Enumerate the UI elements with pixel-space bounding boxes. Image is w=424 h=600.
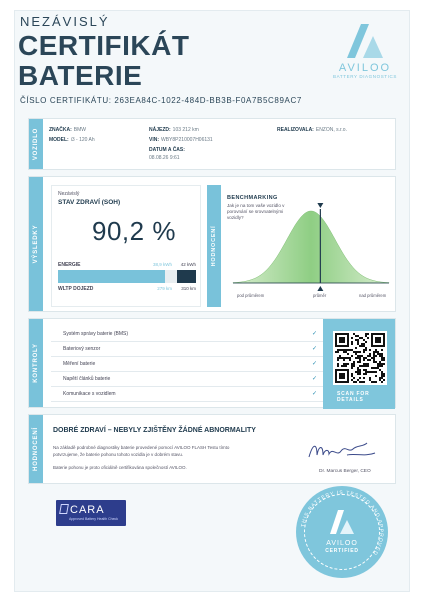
certificate-number-value: 263EA84C-1022-484D-BB3B-F0A7B5C89AC7 <box>114 96 302 105</box>
logo-subtitle: BATTERY DIAGNOSTICS <box>333 74 397 79</box>
rating-title: DOBRÉ ZDRAVÍ – NEBYLY ZJIŠTĚNY ŽÁDNÉ ABNORMALITY <box>53 427 256 434</box>
page-title-line2: BATERIE <box>18 60 143 91</box>
cara-badge: CARA Approved Battery Health Check <box>56 500 126 526</box>
vehicle-date: DATUM A ČAS: <box>149 147 185 153</box>
soh-title: STAV ZDRAVÍ (SOH) <box>58 199 121 206</box>
controls-list <box>51 327 323 402</box>
vehicle-date-value: 08.08.26 9:61 <box>149 155 180 161</box>
rating-section <box>28 414 396 484</box>
energy-bar-rest <box>177 270 196 283</box>
range-max: 310 km <box>181 286 196 291</box>
benchmark-tab: HODNOCENÍ <box>207 185 221 307</box>
soh-card <box>51 185 201 307</box>
benchmark-top-marker-icon <box>317 203 323 208</box>
range-value: 279 km <box>157 286 172 291</box>
svg-text:THIS BATTERY IS TESTED AND APP: THIS BATTERY IS TESTED AND APPROVED <box>300 489 385 557</box>
aviloo-logo <box>322 18 408 94</box>
vehicle-section <box>28 118 396 170</box>
qr-label: SCAN FOR DETAILS <box>337 391 370 403</box>
signer-name: Dr. Marcus Berger, CEO <box>319 469 371 474</box>
benchmark-question: Jak je na tom vaše vozidlo v porovnání se srovnatelnými vozidly? <box>227 203 285 220</box>
page-title-line1: CERTIFIKÁT <box>18 30 190 61</box>
qr-code-icon[interactable] <box>333 331 387 385</box>
aviloo-logo-icon <box>343 18 387 60</box>
list-item: Komunikace s vozidlem ✓ <box>51 387 323 402</box>
certificate-number-label: ČÍSLO CERTIFIKÁTU: <box>20 96 112 105</box>
rating-tab: HODNOCENÍ <box>29 415 43 483</box>
vehicle-performer: REALIZOVALA: ENZON, s.r.o. <box>277 127 347 133</box>
check-icon: ✓ <box>311 376 317 382</box>
check-icon: ✓ <box>311 361 317 367</box>
check-icon: ✓ <box>311 346 317 352</box>
list-item: Systém správy baterie (BMS) ✓ <box>51 327 323 342</box>
benchmark-curve <box>223 185 393 307</box>
logo-name: AVILOO <box>338 62 392 74</box>
result-section <box>28 176 396 312</box>
energy-bar <box>58 270 196 283</box>
seal-ring-text <box>296 486 388 578</box>
benchmark-average-label: průměr <box>313 293 327 298</box>
soh-card-label: Nezávislý <box>58 191 80 197</box>
benchmark-average-marker-icon <box>317 286 323 291</box>
vehicle-mileage: NÁJEZD: 103 212 km <box>149 127 199 133</box>
benchmark-title: BENCHMARKING <box>227 195 278 201</box>
check-icon: ✓ <box>311 331 317 337</box>
benchmark-below-label: pod průměrem <box>237 293 265 298</box>
soh-value: 90,2 % <box>92 216 176 246</box>
rating-text: Na základě podrobné diagnostiky baterie provedené pomocí AVILOO FLASH Testu tímto potvrzujeme, že baterie pohonu tohoto vozidla je v dobrém stavu. <box>53 445 230 457</box>
certificate-number <box>20 96 302 105</box>
benchmark-above-label: nad průměrem <box>359 293 387 298</box>
signature-image <box>307 435 377 465</box>
certified-seal: THIS BATTERY IS TESTED AND APPROVED AVILOO CERTIFIED <box>296 486 388 578</box>
check-icon: ✓ <box>311 391 317 397</box>
vehicle-brand: ZNAČKA: BMW <box>49 127 87 133</box>
rating-text-2: Baterie pohonu je proto oficiálně certifikována společností AVILOO. <box>53 465 187 470</box>
energy-max: 42 kWh <box>180 262 196 267</box>
benchmark-bell-shape <box>233 211 389 283</box>
vehicle-tab: VOZIDLO <box>29 119 43 169</box>
controls-tab: KONTROLY <box>29 319 43 407</box>
range-label: WLTP DOJEZD <box>58 286 94 292</box>
energy-bar-fill <box>58 270 165 283</box>
list-item: Napětí článků baterie ✓ <box>51 372 323 387</box>
benchmark-panel <box>223 185 393 307</box>
cara-logo-icon <box>59 504 69 514</box>
qr-panel[interactable] <box>323 319 395 409</box>
vehicle-model: MODEL: i3 - 120 Ah <box>49 137 95 143</box>
list-item: Bateriový senzor ✓ <box>51 342 323 357</box>
controls-section <box>28 318 396 408</box>
energy-label: ENERGIE <box>58 262 81 268</box>
header-kicker: NEZÁVISLÝ <box>20 14 110 29</box>
result-tab: VÝSLEDKY <box>29 177 43 311</box>
vehicle-vin: VIN: WBY8P210007H06131 <box>149 137 213 143</box>
list-item: Měření baterie ✓ <box>51 357 323 372</box>
energy-value: 38,9 kWh <box>152 262 172 267</box>
